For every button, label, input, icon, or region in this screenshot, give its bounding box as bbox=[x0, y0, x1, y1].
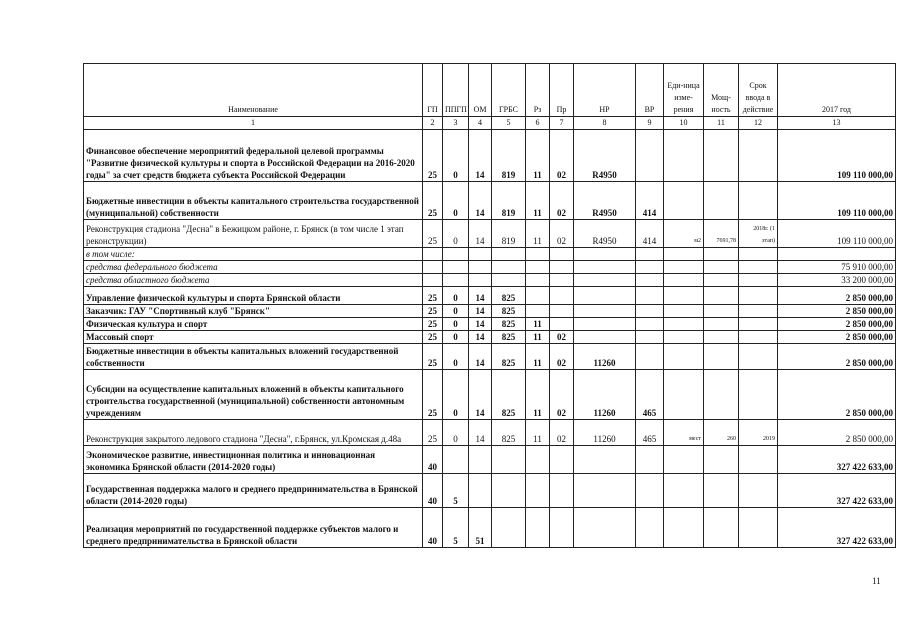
table-row bbox=[84, 130, 896, 182]
row-om: 14 bbox=[469, 318, 492, 331]
row-capacity bbox=[704, 274, 739, 287]
row-nr bbox=[574, 287, 636, 305]
row-om: 14 bbox=[469, 370, 492, 420]
col-number: 3 bbox=[443, 117, 469, 130]
row-name: Экономическое развитие, инвестиционная политика и инновационная экономика Брянской области (2014-2020 годы) bbox=[84, 446, 423, 474]
row-ppgp bbox=[443, 446, 469, 474]
header-om: ОМ bbox=[469, 64, 492, 117]
row-om: 14 bbox=[469, 420, 492, 446]
row-gp: 40 bbox=[423, 446, 443, 474]
header-capacity: Мощ-ность bbox=[704, 64, 739, 117]
row-grbs: 825 bbox=[492, 331, 526, 344]
row-term bbox=[739, 370, 778, 420]
row-nr bbox=[574, 274, 636, 287]
row-unit bbox=[664, 248, 704, 261]
row-om: 14 bbox=[469, 182, 492, 220]
row-unit bbox=[664, 130, 704, 182]
row-ppgp bbox=[443, 274, 469, 287]
table-row bbox=[84, 261, 896, 274]
row-unit bbox=[664, 182, 704, 220]
row-capacity bbox=[704, 287, 739, 305]
row-name: Реконструкция закрытого ледового стадиона "Десна", г.Брянск, ул.Кромская д.48а bbox=[84, 420, 423, 446]
row-capacity: 260 bbox=[704, 420, 739, 446]
row-term bbox=[739, 182, 778, 220]
row-term bbox=[739, 287, 778, 305]
row-pr bbox=[550, 287, 574, 305]
row-nr bbox=[574, 508, 636, 548]
row-amount: 2 850 000,00 bbox=[778, 370, 896, 420]
row-nr bbox=[574, 318, 636, 331]
row-capacity bbox=[704, 331, 739, 344]
row-pr bbox=[550, 318, 574, 331]
header-ppgp: ППГП bbox=[443, 64, 469, 117]
row-name: Управление физической культуры и спорта Брянской области bbox=[84, 287, 423, 305]
row-gp: 40 bbox=[423, 474, 443, 508]
row-rz: 11 bbox=[526, 220, 550, 248]
row-name: Бюджетные инвестиции в объекты капитальных вложений государственной собственности bbox=[84, 344, 423, 370]
row-amount: 2 850 000,00 bbox=[778, 287, 896, 305]
row-pr: 02 bbox=[550, 370, 574, 420]
row-term bbox=[739, 261, 778, 274]
row-rz: 11 bbox=[526, 344, 550, 370]
row-capacity bbox=[704, 261, 739, 274]
row-grbs bbox=[492, 474, 526, 508]
table-row bbox=[84, 446, 896, 474]
row-pr: 02 bbox=[550, 331, 574, 344]
row-grbs: 819 bbox=[492, 182, 526, 220]
row-ppgp: 0 bbox=[443, 318, 469, 331]
row-gp bbox=[423, 248, 443, 261]
row-unit bbox=[664, 508, 704, 548]
row-nr: 11260 bbox=[574, 344, 636, 370]
row-unit: м2 bbox=[664, 220, 704, 248]
row-vr bbox=[636, 248, 664, 261]
col-number: 13 bbox=[778, 117, 896, 130]
column-number-row bbox=[84, 117, 896, 130]
row-grbs: 825 bbox=[492, 305, 526, 318]
row-term bbox=[739, 344, 778, 370]
col-number: 5 bbox=[492, 117, 526, 130]
row-capacity bbox=[704, 474, 739, 508]
row-term bbox=[739, 446, 778, 474]
table-row bbox=[84, 248, 896, 261]
row-gp: 25 bbox=[423, 305, 443, 318]
header-nr: НР bbox=[574, 64, 636, 117]
row-unit bbox=[664, 344, 704, 370]
row-vr: 414 bbox=[636, 220, 664, 248]
row-vr bbox=[636, 318, 664, 331]
row-vr: 465 bbox=[636, 370, 664, 420]
row-gp: 25 bbox=[423, 420, 443, 446]
row-pr: 02 bbox=[550, 182, 574, 220]
row-amount: 2 850 000,00 bbox=[778, 318, 896, 331]
row-rz bbox=[526, 287, 550, 305]
row-nr bbox=[574, 261, 636, 274]
col-number: 6 bbox=[526, 117, 550, 130]
row-rz bbox=[526, 474, 550, 508]
row-amount: 2 850 000,00 bbox=[778, 420, 896, 446]
row-vr bbox=[636, 344, 664, 370]
table-row bbox=[84, 182, 896, 220]
row-gp bbox=[423, 261, 443, 274]
row-om: 14 bbox=[469, 305, 492, 318]
row-om bbox=[469, 261, 492, 274]
row-grbs: 825 bbox=[492, 370, 526, 420]
row-capacity bbox=[704, 248, 739, 261]
row-capacity bbox=[704, 344, 739, 370]
row-grbs bbox=[492, 274, 526, 287]
row-rz bbox=[526, 446, 550, 474]
col-number: 7 bbox=[550, 117, 574, 130]
row-gp: 25 bbox=[423, 287, 443, 305]
row-ppgp: 0 bbox=[443, 331, 469, 344]
row-ppgp: 0 bbox=[443, 287, 469, 305]
row-ppgp: 5 bbox=[443, 474, 469, 508]
row-pr bbox=[550, 474, 574, 508]
row-grbs bbox=[492, 446, 526, 474]
row-gp: 25 bbox=[423, 130, 443, 182]
row-om: 14 bbox=[469, 220, 492, 248]
row-vr bbox=[636, 474, 664, 508]
row-rz bbox=[526, 274, 550, 287]
row-nr: R4950 bbox=[574, 130, 636, 182]
row-unit bbox=[664, 274, 704, 287]
col-number: 8 bbox=[574, 117, 636, 130]
table-row bbox=[84, 370, 896, 420]
row-ppgp: 5 bbox=[443, 508, 469, 548]
table-row bbox=[84, 274, 896, 287]
row-rz: 11 bbox=[526, 318, 550, 331]
row-capacity bbox=[704, 130, 739, 182]
row-unit: мест bbox=[664, 420, 704, 446]
row-amount: 2 850 000,00 bbox=[778, 305, 896, 318]
row-grbs bbox=[492, 261, 526, 274]
row-term: 2019 bbox=[739, 420, 778, 446]
col-number: 9 bbox=[636, 117, 664, 130]
row-pr bbox=[550, 508, 574, 548]
row-gp: 25 bbox=[423, 331, 443, 344]
row-pr: 02 bbox=[550, 220, 574, 248]
table-row bbox=[84, 305, 896, 318]
row-rz bbox=[526, 248, 550, 261]
row-vr bbox=[636, 130, 664, 182]
row-vr bbox=[636, 446, 664, 474]
row-rz: 11 bbox=[526, 370, 550, 420]
table-row bbox=[84, 220, 896, 248]
page-number: 11 bbox=[872, 576, 881, 586]
row-om bbox=[469, 248, 492, 261]
row-unit bbox=[664, 305, 704, 318]
row-nr bbox=[574, 446, 636, 474]
row-rz: 11 bbox=[526, 130, 550, 182]
row-amount: 327 422 633,00 bbox=[778, 508, 896, 548]
row-amount: 75 910 000,00 bbox=[778, 261, 896, 274]
row-rz bbox=[526, 508, 550, 548]
row-gp: 25 bbox=[423, 318, 443, 331]
row-vr bbox=[636, 331, 664, 344]
row-term: 2018г. (1 этап) bbox=[739, 220, 778, 248]
row-pr bbox=[550, 261, 574, 274]
row-name: Субсидии на осуществление капитальных вложений в объекты капитального строительства государственной (муниципальной) собственности автономным учреждениям bbox=[84, 370, 423, 420]
table-row bbox=[84, 420, 896, 446]
row-rz: 11 bbox=[526, 331, 550, 344]
row-amount: 2 850 000,00 bbox=[778, 344, 896, 370]
row-amount: 2 850 000,00 bbox=[778, 331, 896, 344]
row-term bbox=[739, 274, 778, 287]
row-amount: 109 110 000,00 bbox=[778, 130, 896, 182]
row-term bbox=[739, 130, 778, 182]
col-number: 1 bbox=[84, 117, 423, 130]
row-name: Реконструкция стадиона "Десна" в Бежицком районе, г. Брянск (в том числе 1 этап реконструкции) bbox=[84, 220, 423, 248]
row-capacity bbox=[704, 318, 739, 331]
header-gp: ГП bbox=[423, 64, 443, 117]
row-ppgp: 0 bbox=[443, 182, 469, 220]
row-vr bbox=[636, 274, 664, 287]
row-amount: 109 110 000,00 bbox=[778, 220, 896, 248]
row-pr: 02 bbox=[550, 420, 574, 446]
row-term bbox=[739, 248, 778, 261]
col-number: 11 bbox=[704, 117, 739, 130]
row-unit bbox=[664, 370, 704, 420]
row-name: средства федерального бюджета bbox=[84, 261, 423, 274]
row-grbs: 825 bbox=[492, 318, 526, 331]
row-om bbox=[469, 446, 492, 474]
row-name: средства областного бюджета bbox=[84, 274, 423, 287]
row-amount: 109 110 000,00 bbox=[778, 182, 896, 220]
row-grbs: 819 bbox=[492, 130, 526, 182]
row-capacity bbox=[704, 370, 739, 420]
row-rz: 11 bbox=[526, 420, 550, 446]
row-nr: 11260 bbox=[574, 420, 636, 446]
row-term bbox=[739, 474, 778, 508]
row-om: 14 bbox=[469, 287, 492, 305]
row-pr bbox=[550, 248, 574, 261]
row-pr: 02 bbox=[550, 344, 574, 370]
row-unit bbox=[664, 318, 704, 331]
row-amount bbox=[778, 248, 896, 261]
table-row bbox=[84, 508, 896, 548]
row-name: Государственная поддержка малого и среднего предпринимательства в Брянской области (2014-2020 годы) bbox=[84, 474, 423, 508]
row-pr bbox=[550, 446, 574, 474]
row-capacity bbox=[704, 305, 739, 318]
row-unit bbox=[664, 331, 704, 344]
row-nr: R4950 bbox=[574, 220, 636, 248]
row-vr bbox=[636, 305, 664, 318]
col-number: 10 bbox=[664, 117, 704, 130]
row-vr bbox=[636, 287, 664, 305]
table-row bbox=[84, 344, 896, 370]
row-grbs: 825 bbox=[492, 344, 526, 370]
row-nr: 11260 bbox=[574, 370, 636, 420]
row-term bbox=[739, 305, 778, 318]
row-term bbox=[739, 318, 778, 331]
row-om: 14 bbox=[469, 130, 492, 182]
row-grbs: 825 bbox=[492, 287, 526, 305]
row-name: Финансовое обеспечение мероприятий федеральной целевой программы "Развитие физической культуры и спорта в Российской Федерации на 2016-2020 годы" за счет средств бюджета субъекта Российской Федерации bbox=[84, 130, 423, 182]
row-term bbox=[739, 508, 778, 548]
row-rz bbox=[526, 261, 550, 274]
row-name: Заказчик: ГАУ "Спортивный клуб "Брянск" bbox=[84, 305, 423, 318]
row-pr: 02 bbox=[550, 130, 574, 182]
row-grbs bbox=[492, 508, 526, 548]
row-ppgp: 0 bbox=[443, 370, 469, 420]
row-vr bbox=[636, 261, 664, 274]
row-ppgp bbox=[443, 248, 469, 261]
row-ppgp: 0 bbox=[443, 420, 469, 446]
row-ppgp: 0 bbox=[443, 344, 469, 370]
row-capacity bbox=[704, 182, 739, 220]
row-om: 14 bbox=[469, 331, 492, 344]
row-gp: 40 bbox=[423, 508, 443, 548]
col-number: 2 bbox=[423, 117, 443, 130]
row-term bbox=[739, 331, 778, 344]
row-grbs: 825 bbox=[492, 420, 526, 446]
header-unit: Еди-ница изме-рения bbox=[664, 64, 704, 117]
row-grbs: 819 bbox=[492, 220, 526, 248]
row-gp: 25 bbox=[423, 370, 443, 420]
row-ppgp: 0 bbox=[443, 305, 469, 318]
row-pr bbox=[550, 274, 574, 287]
header-year: 2017 год bbox=[778, 64, 896, 117]
table-row bbox=[84, 474, 896, 508]
table-row bbox=[84, 318, 896, 331]
row-name: Бюджетные инвестиции в объекты капитального строительства государственной (муниципальной) собственности bbox=[84, 182, 423, 220]
row-gp: 25 bbox=[423, 220, 443, 248]
header-term: Срок ввода в действие bbox=[739, 64, 778, 117]
row-om bbox=[469, 274, 492, 287]
header-row bbox=[84, 64, 896, 117]
row-om bbox=[469, 474, 492, 508]
row-gp bbox=[423, 274, 443, 287]
row-name: Реализация мероприятий по государственной поддержке субъектов малого и среднего предпринимательства в Брянской области bbox=[84, 508, 423, 548]
row-amount: 33 200 000,00 bbox=[778, 274, 896, 287]
row-vr: 414 bbox=[636, 182, 664, 220]
header-vr: ВР bbox=[636, 64, 664, 117]
row-nr: R4950 bbox=[574, 182, 636, 220]
row-nr bbox=[574, 474, 636, 508]
row-nr bbox=[574, 305, 636, 318]
row-name: в том числе: bbox=[84, 248, 423, 261]
table-row bbox=[84, 287, 896, 305]
row-pr bbox=[550, 305, 574, 318]
budget-table bbox=[83, 63, 896, 548]
row-gp: 25 bbox=[423, 344, 443, 370]
col-number: 12 bbox=[739, 117, 778, 130]
row-grbs bbox=[492, 248, 526, 261]
row-nr bbox=[574, 331, 636, 344]
header-name: Наименование bbox=[84, 64, 423, 117]
row-unit bbox=[664, 446, 704, 474]
row-capacity bbox=[704, 446, 739, 474]
row-amount: 327 422 633,00 bbox=[778, 474, 896, 508]
row-capacity bbox=[704, 508, 739, 548]
row-amount: 327 422 633,00 bbox=[778, 446, 896, 474]
row-name: Физическая культура и спорт bbox=[84, 318, 423, 331]
row-vr bbox=[636, 508, 664, 548]
row-vr: 465 bbox=[636, 420, 664, 446]
table-row bbox=[84, 331, 896, 344]
row-name: Массовый спорт bbox=[84, 331, 423, 344]
header-pr: Пр bbox=[550, 64, 574, 117]
row-rz bbox=[526, 305, 550, 318]
row-gp: 25 bbox=[423, 182, 443, 220]
row-unit bbox=[664, 261, 704, 274]
row-om: 14 bbox=[469, 344, 492, 370]
row-ppgp: 0 bbox=[443, 220, 469, 248]
row-nr bbox=[574, 248, 636, 261]
row-ppgp bbox=[443, 261, 469, 274]
row-unit bbox=[664, 287, 704, 305]
header-grbs: ГРБС bbox=[492, 64, 526, 117]
row-capacity: 7691,78 bbox=[704, 220, 739, 248]
col-number: 4 bbox=[469, 117, 492, 130]
row-unit bbox=[664, 474, 704, 508]
row-ppgp: 0 bbox=[443, 130, 469, 182]
row-rz: 11 bbox=[526, 182, 550, 220]
header-rz: Рз bbox=[526, 64, 550, 117]
row-om: 51 bbox=[469, 508, 492, 548]
